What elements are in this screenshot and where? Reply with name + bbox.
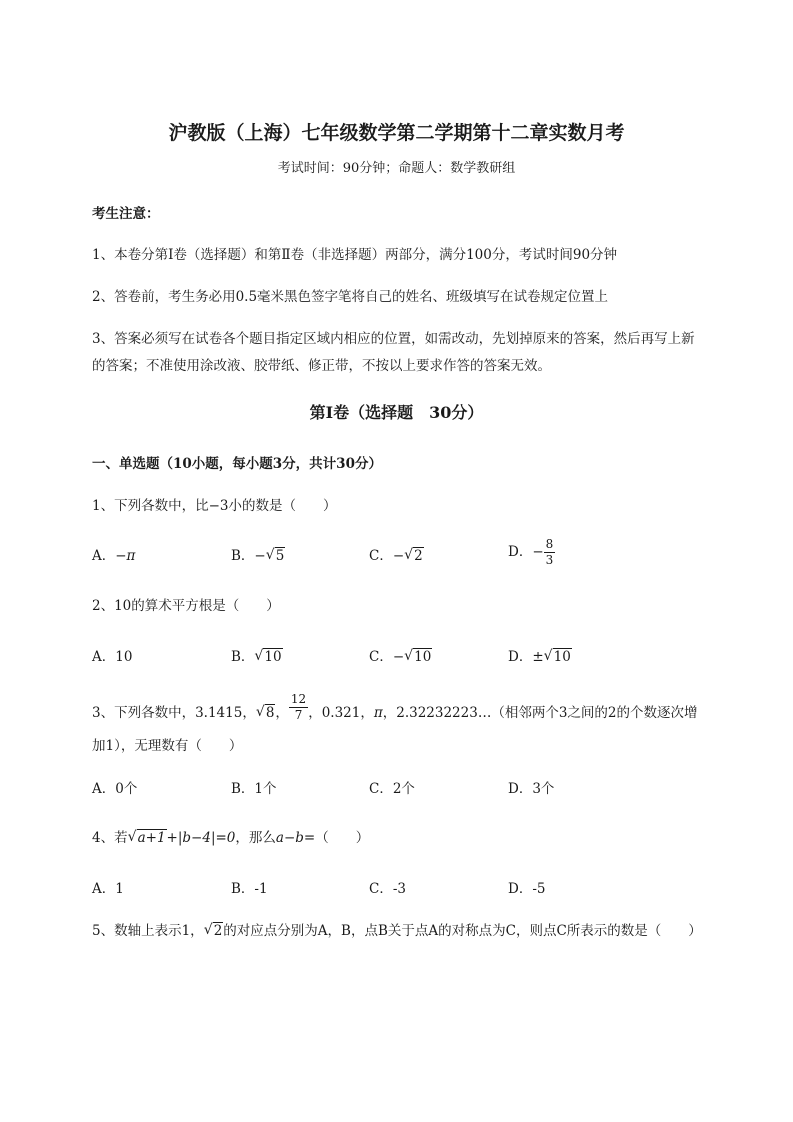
q2-b-radicand: 10 [264,649,282,665]
q1-c-radical [404,548,424,564]
section-title: 第I卷（选择题 30分） [309,403,484,422]
q3-stem-part-a: 3、下列各数中，3.1415， [92,705,256,721]
q4-radical [128,830,167,846]
q4-stem-part-c: =（ ） [303,830,370,846]
q2-c-sign: − [392,649,405,665]
q4-radicand: a+1 [137,830,166,846]
notice-item-1: 1、本卷分第I卷（选择题）和第Ⅱ卷（非选择题）两部分，满分100分，考试时间90分钟 [92,247,618,263]
q3-stem-part-b: ，0.321， [308,705,374,721]
q2-stem: 2、10的算术平方根是（ ） [92,598,280,614]
q1-option-b[interactable] [231,544,285,564]
page-title: 沪教版（上海）七年级数学第二学期第十二章实数月考 [168,122,625,144]
q1-d-label: D． [508,544,533,560]
q1-option-a[interactable] [92,544,135,564]
q3-frac-numerator: 12 [290,692,307,706]
q1-c-sign: − [392,548,405,564]
q1-d-denominator: 3 [545,553,554,567]
q4-stem-part-b: ，那么 [235,830,276,846]
notice-item-2: 2、答卷前，考生务必用0.5毫米黑色签字笔将自己的姓名、班级填写在试卷规定位置上 [92,289,609,305]
q1-b-label: B． [231,548,255,564]
q4-stem [92,826,369,846]
q4-option-a[interactable]: A．1 [92,881,124,897]
notice-item-3: 3、答案必须写在试卷各个题目指定区域内相应的位置，如需改动，先划掉原来的答案，然后再写上新 [92,331,695,347]
q2-d-label: D． [508,649,533,665]
q1-a-label: A． [92,548,116,564]
q5-stem [92,919,702,939]
q2-b-radical [254,649,282,665]
q1-stem: 1、下列各数中，比−3小的数是（ ） [92,498,337,514]
q3-option-b[interactable]: B．1个 [231,781,277,797]
q4-absolute-term: +|b−4|=0 [166,830,236,846]
q2-d-radicand: 10 [553,649,571,665]
q3-stem-part-c: ，2.32232223…（相邻两个3之间的2的个数逐次增 [382,705,698,721]
notice-heading: 考生注意： [92,206,160,222]
q1-d-numerator: 8 [545,537,554,551]
q4-option-d[interactable]: D．-5 [508,881,546,897]
page-subtitle: 考试时间：90分钟；命题人：数学教研组 [277,161,516,176]
q3-pi: π [373,705,383,721]
q2-option-d[interactable] [508,645,572,665]
q2-b-label: B． [231,649,255,665]
q1-b-radical [266,548,286,564]
q5-radical [204,923,224,939]
q3-stem-cont: 加1），无理数有（ ） [92,738,243,754]
q3-separator: ， [275,705,289,721]
q1-b-sign: − [254,548,266,564]
q1-c-label: C． [369,548,393,564]
q4-option-b[interactable]: B．-1 [231,881,268,897]
q3-option-c[interactable]: C．2个 [369,781,415,797]
q1-b-radicand: 5 [275,548,285,564]
q2-d-radical [544,649,572,665]
q5-stem-part-a: 5、数轴上表示1， [92,923,204,939]
q2-c-radicand: 10 [414,649,432,665]
q4-option-c[interactable]: C．-3 [369,881,406,897]
q1-option-d[interactable] [508,537,555,568]
q3-option-d[interactable]: D．3个 [508,781,555,797]
q2-d-sign: ± [532,649,544,665]
q2-option-b[interactable] [231,645,283,665]
q1-a-value: −π [115,548,136,564]
part-heading: 一、单选题（10小题，每小题3分，共计30分） [92,456,382,472]
q3-option-a[interactable]: A．0个 [92,781,138,797]
q5-radicand: 2 [213,923,223,939]
q1-option-c[interactable] [369,544,424,564]
q4-expression: a−b [275,830,304,846]
q3-fraction [289,692,308,723]
q3-stem [92,692,698,723]
q1-c-radicand: 2 [414,548,423,564]
q2-a-value: 10 [115,649,133,665]
q3-frac-denominator: 7 [294,708,303,722]
q1-d-sign: − [532,544,544,560]
q2-a-label: A． [92,649,116,665]
q2-option-c[interactable] [369,645,432,665]
q2-c-label: C． [369,649,393,665]
q5-stem-part-b: 的对应点分别为A，B，点B关于点A的对称点为C，则点C所表示的数是（ ） [223,923,702,939]
q4-stem-part-a: 4、若 [92,830,128,846]
notice-item-3-cont: 的答案；不准使用涂改液、胶带纸、修正带，不按以上要求作答的答案无效。 [92,358,551,374]
q2-option-a[interactable] [92,645,132,665]
q3-radical [256,705,276,721]
q1-d-fraction [544,537,556,568]
q2-c-radical [404,649,432,665]
q3-radicand: 8 [265,705,275,721]
